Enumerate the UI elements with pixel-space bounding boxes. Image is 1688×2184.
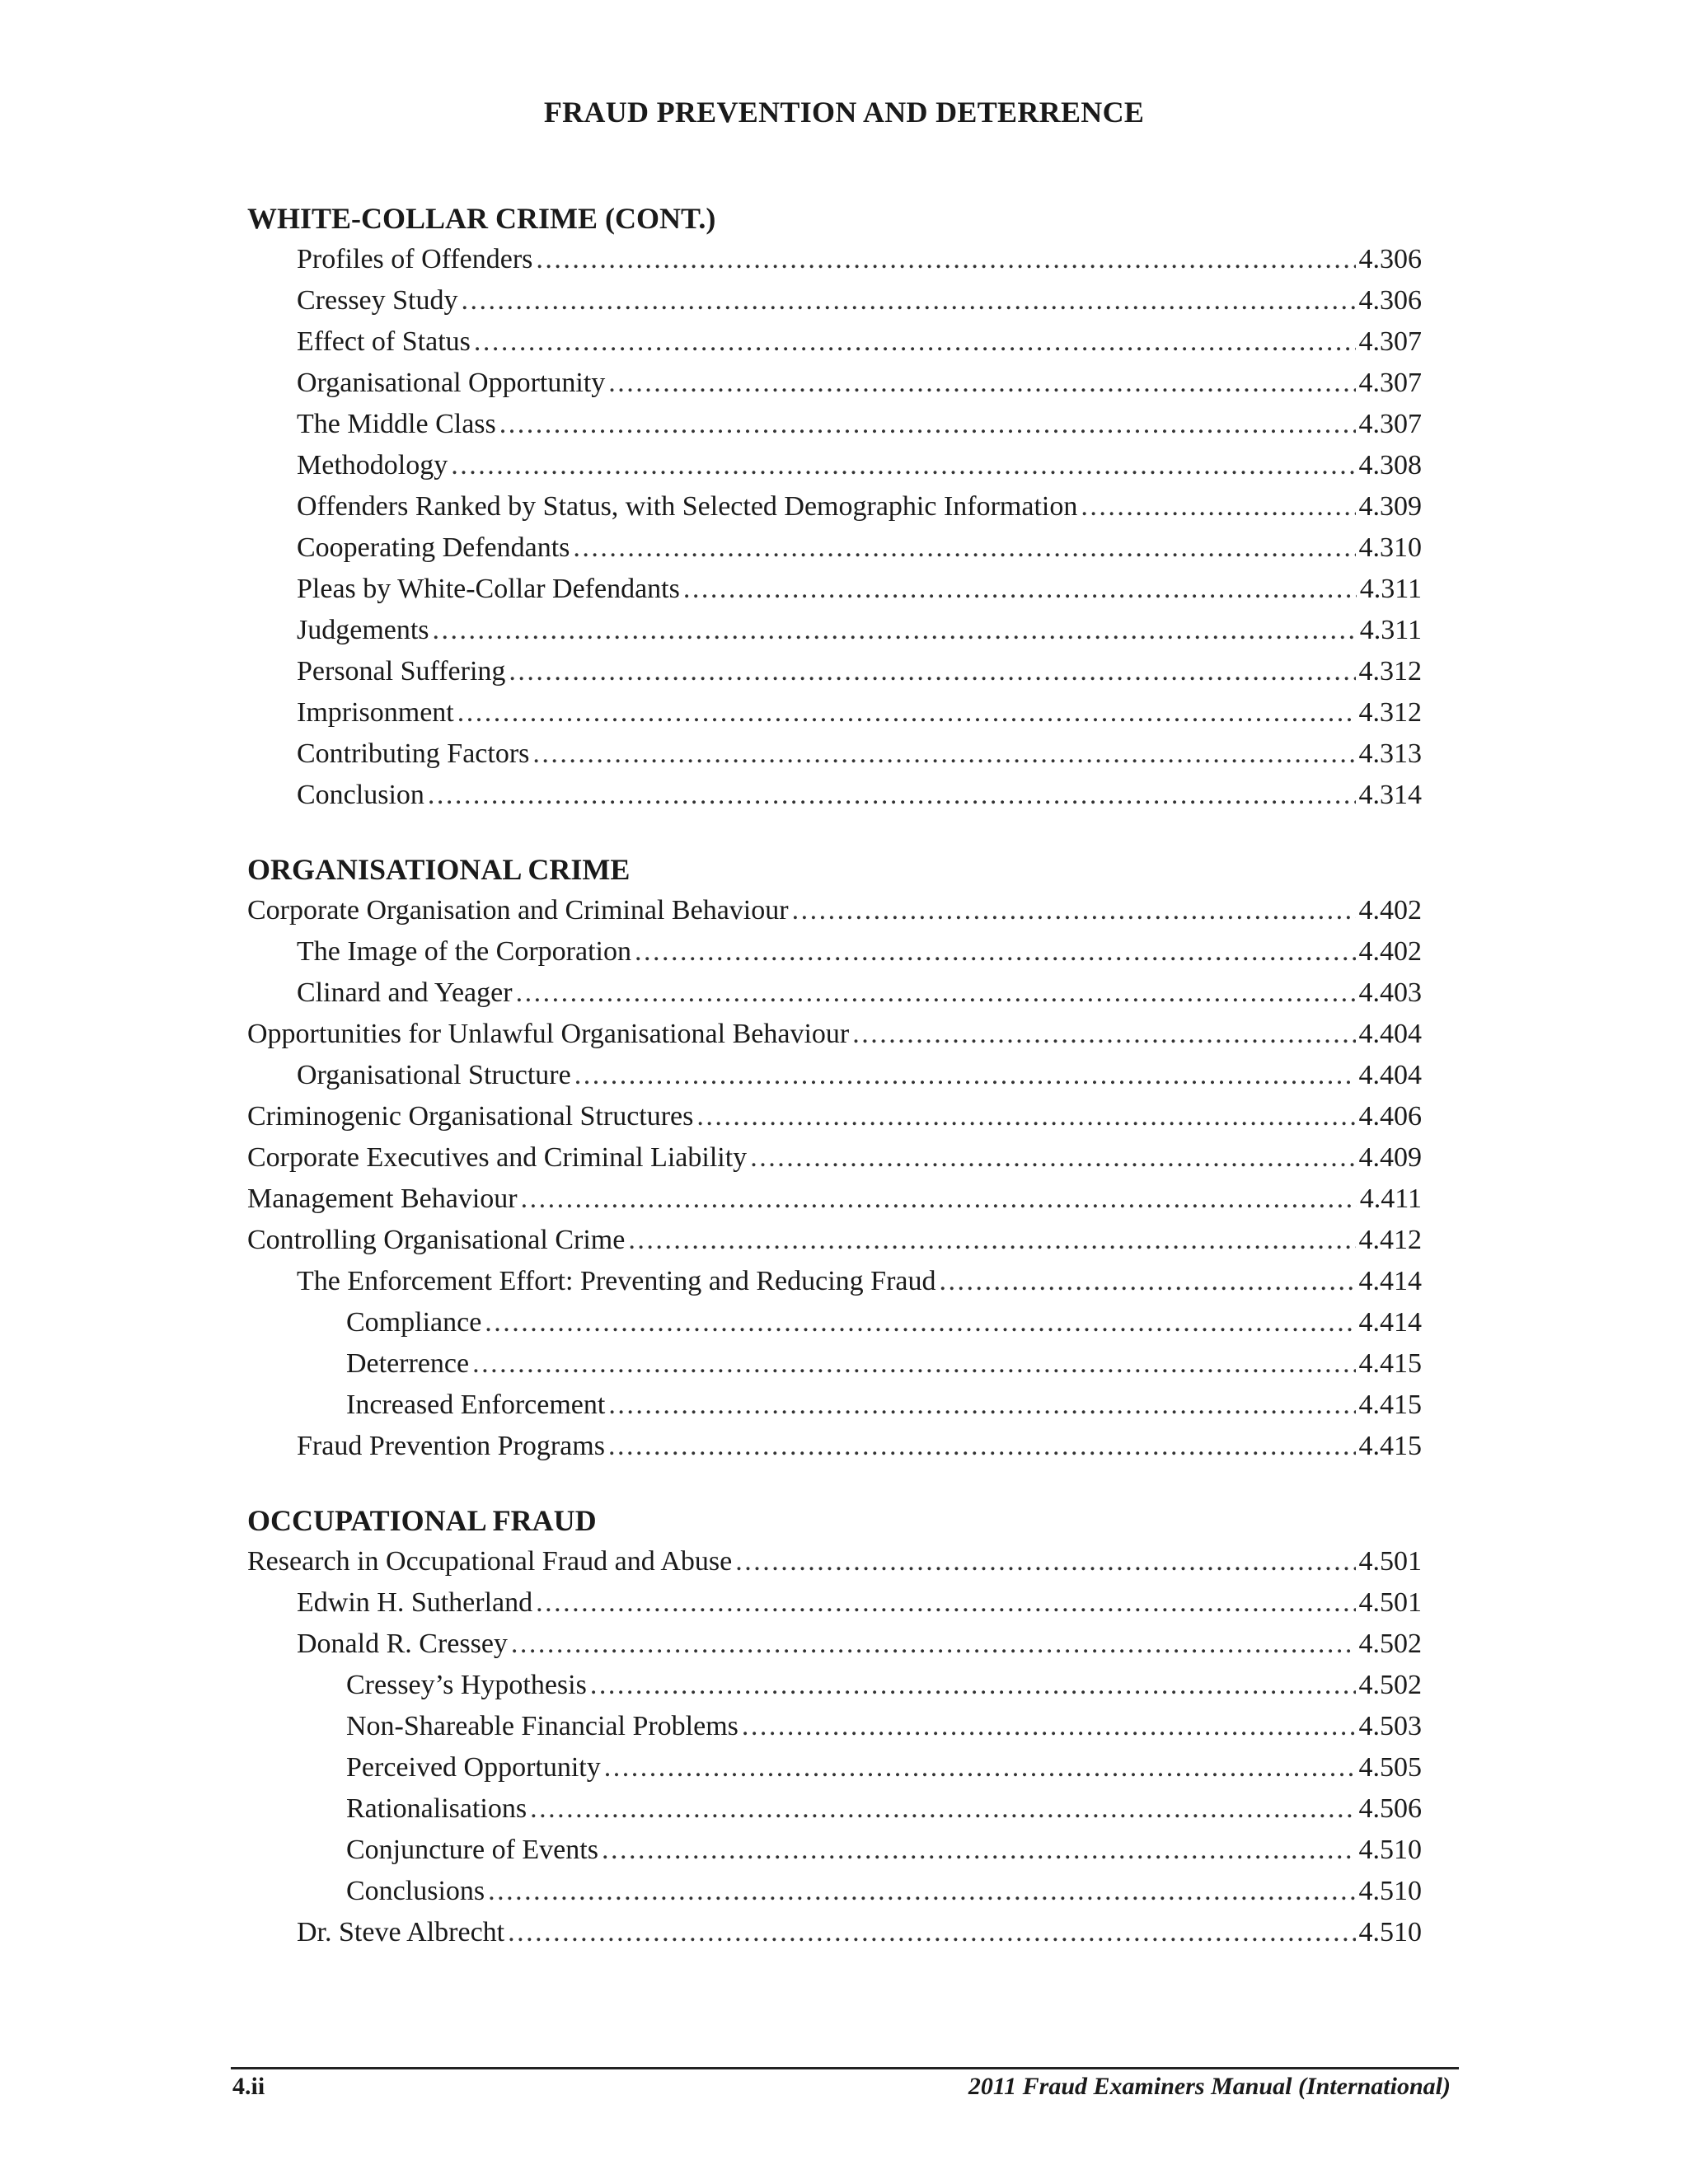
dot-leader [1081,486,1355,527]
page-title: FRAUD PREVENTION AND DETERRENCE [543,96,1145,129]
toc-entry-page: 4.414 [1358,1307,1422,1338]
toc-entry-title: Controlling Organisational Crime [247,1225,626,1255]
toc-entry-title: Deterrence [346,1348,470,1379]
toc-entry-title: Edwin H. Sutherland [297,1587,533,1618]
toc-entry-page: 4.404 [1358,1019,1422,1049]
dot-leader [451,445,1355,486]
toc-entry-page: 4.308 [1358,450,1422,480]
dot-leader [530,1788,1355,1830]
footer-publication: 2011 Fraud Examiners Manual (International) [968,2073,1451,2100]
toc-entry-page: 4.307 [1358,326,1422,357]
toc-entry-page: 4.311 [1359,615,1422,645]
dot-leader [604,1747,1356,1788]
dot-leader [735,1541,1355,1582]
toc-entry-title: Profiles of Offenders [297,244,533,274]
toc-entry-title: Dr. Steve Albrecht [297,1917,505,1947]
toc-entry-title: Personal Suffering [297,656,506,687]
toc-entry[interactable] [247,1343,1422,1385]
toc-section [247,198,1422,816]
toc-entry-page: 4.412 [1358,1225,1422,1255]
toc-entry[interactable] [247,404,1422,445]
toc-entry-title: Opportunities for Unlawful Organisational Behaviour [247,1019,850,1049]
toc-entries [247,239,1422,816]
toc-entry[interactable] [247,1302,1422,1343]
toc-entry-title: Cooperating Defendants [297,532,570,563]
dot-leader [474,321,1356,363]
dot-leader [852,1014,1355,1055]
dot-leader [696,1096,1355,1137]
toc-entry-page: 4.311 [1359,574,1422,604]
toc-entry[interactable] [247,1871,1422,1912]
dot-leader [499,404,1356,445]
toc-entry[interactable] [247,1385,1422,1426]
dot-leader [536,1582,1355,1624]
toc-entry-title: Effect of Status [297,326,471,357]
toc-entry[interactable] [247,569,1422,610]
toc-entry-page: 4.510 [1358,1876,1422,1906]
toc-entry[interactable] [247,1426,1422,1467]
toc-entry-page: 4.403 [1358,977,1422,1008]
toc-entry-page: 4.503 [1358,1711,1422,1741]
toc-entry-title: Imprisonment [297,697,454,728]
toc-entry[interactable] [247,1261,1422,1302]
toc-entry[interactable] [247,1624,1422,1665]
toc-entry-title: Conclusion [297,780,424,810]
toc-entry-title: Management Behaviour [247,1183,518,1214]
dot-leader [608,363,1355,404]
toc-entry[interactable] [247,486,1422,527]
toc-entry-title: The Enforcement Effort: Preventing and Reducing Fraud [297,1266,936,1296]
dot-leader [428,775,1356,816]
toc-entry-title: Increased Enforcement [346,1390,606,1420]
toc-entry[interactable] [247,972,1422,1014]
dot-leader [939,1261,1355,1302]
toc-entry[interactable] [247,1582,1422,1624]
toc-entry-title: Corporate Organisation and Criminal Behaviour [247,895,789,926]
toc-entry[interactable] [247,1055,1422,1096]
toc-entry[interactable] [247,890,1422,931]
toc-entry-title: The Middle Class [297,409,496,439]
dot-leader [462,280,1356,321]
section-heading: WHITE-COLLAR CRIME (CONT.) [247,202,716,235]
toc-entry-title: Criminogenic Organisational Structures [247,1101,694,1132]
dot-leader [516,972,1356,1014]
dot-leader [792,890,1356,931]
dot-leader [532,733,1355,775]
toc-entry-page: 4.409 [1358,1142,1422,1173]
toc-entry[interactable] [247,1096,1422,1137]
toc-entry-page: 4.306 [1358,285,1422,316]
dot-leader [433,610,1357,651]
dot-leader [485,1302,1355,1343]
toc-section [247,1500,1422,1953]
toc-entry-title: Fraud Prevention Programs [297,1431,605,1461]
toc-entry-page: 4.502 [1358,1670,1422,1700]
toc-entry[interactable] [247,775,1422,816]
dot-leader [608,1426,1356,1467]
toc-entry-page: 4.309 [1358,491,1422,522]
toc-entry-page: 4.306 [1358,244,1422,274]
toc-entry-title: Judgements [297,615,429,645]
toc-entry-title: Methodology [297,450,448,480]
toc-entry-title: Conjuncture of Events [346,1835,598,1865]
section-heading: OCCUPATIONAL FRAUD [247,1504,597,1537]
toc-entries [247,890,1422,1467]
toc-entry-title: Rationalisations [346,1793,528,1824]
dot-leader [509,651,1355,692]
dot-leader [457,692,1356,733]
toc-entry-page: 4.505 [1358,1752,1422,1783]
dot-leader [590,1665,1356,1706]
toc-entry-page: 4.313 [1358,738,1422,769]
dot-leader [574,1055,1356,1096]
toc-entry[interactable] [247,931,1422,972]
toc-entry-page: 4.314 [1358,780,1422,810]
toc-entry-page: 4.502 [1358,1629,1422,1659]
dot-leader [608,1385,1355,1426]
dot-leader [683,569,1357,610]
toc-entry-page: 4.402 [1358,936,1422,967]
toc-entry[interactable] [247,321,1422,363]
dot-leader [573,527,1355,569]
toc-entry-page: 4.307 [1358,409,1422,439]
toc-entry-page: 4.414 [1358,1266,1422,1296]
toc-entry[interactable] [247,1830,1422,1871]
toc-entry[interactable] [247,280,1422,321]
toc-entry[interactable] [247,1747,1422,1788]
dot-leader [635,931,1356,972]
toc-entry-page: 4.312 [1358,656,1422,687]
toc-entry[interactable] [247,651,1422,692]
toc-entry-page: 4.411 [1359,1183,1422,1214]
toc-entry-title: Contributing Factors [297,738,530,769]
toc-entry[interactable] [247,1014,1422,1055]
toc-entry[interactable] [247,692,1422,733]
toc-entry-title: Organisational Structure [297,1060,571,1090]
toc-entry[interactable] [247,363,1422,404]
toc-entry[interactable] [247,1912,1422,1953]
toc-entry[interactable] [247,1179,1422,1220]
toc-entry-page: 4.415 [1358,1390,1422,1420]
toc-entry-page: 4.307 [1358,368,1422,398]
toc-entry-page: 4.415 [1358,1348,1422,1379]
toc-entry[interactable] [247,239,1422,280]
toc-entry-page: 4.404 [1358,1060,1422,1090]
toc-entry-title: Donald R. Cressey [297,1629,508,1659]
toc-entry-title: Clinard and Yeager [297,977,513,1008]
toc-entry-page: 4.506 [1358,1793,1422,1824]
toc-entry-page: 4.501 [1358,1546,1422,1577]
dot-leader [628,1220,1355,1261]
toc-entry-title: Conclusions [346,1876,485,1906]
dot-leader [742,1706,1356,1747]
toc-entry-title: Pleas by White-Collar Defendants [297,574,680,604]
toc-entry-title: Non-Shareable Financial Problems [346,1711,738,1741]
toc-entry-title: Compliance [346,1307,482,1338]
section-heading: ORGANISATIONAL CRIME [247,853,631,886]
toc-entry[interactable] [247,610,1422,651]
dot-leader [521,1179,1357,1220]
toc-entry-title: Research in Occupational Fraud and Abuse [247,1546,733,1577]
dot-leader [750,1137,1355,1179]
toc-entry-page: 4.510 [1358,1835,1422,1865]
toc-section [247,849,1422,1467]
toc-entry-title: Offenders Ranked by Status, with Selected Demographic Information [297,491,1078,522]
toc-entry[interactable] [247,1137,1422,1179]
toc-entry[interactable] [247,1220,1422,1261]
toc-entry[interactable] [247,1706,1422,1747]
toc-entry-page: 4.310 [1358,532,1422,563]
toc-entry-page: 4.402 [1358,895,1422,926]
toc-entry[interactable] [247,1788,1422,1830]
toc-entry[interactable] [247,445,1422,486]
dot-leader [602,1830,1356,1871]
toc-entry-page: 4.415 [1358,1431,1422,1461]
toc-entry-page: 4.501 [1358,1587,1422,1618]
toc-entry[interactable] [247,733,1422,775]
toc-entries [247,1541,1422,1953]
footer-rule [231,2067,1459,2069]
toc-entry[interactable] [247,1665,1422,1706]
toc-entry-page: 4.510 [1358,1917,1422,1947]
toc-entry-page: 4.312 [1358,697,1422,728]
toc-entry-title: Organisational Opportunity [297,368,606,398]
dot-leader [536,239,1355,280]
toc-entry-title: Corporate Executives and Criminal Liability [247,1142,748,1173]
dot-leader [511,1624,1356,1665]
toc-entry[interactable] [247,1541,1422,1582]
toc-entry-title: The Image of the Corporation [297,936,631,967]
toc-entry-page: 4.406 [1358,1101,1422,1132]
toc-entry-title: Cressey’s Hypothesis [346,1670,587,1700]
footer-page-number: 4.ii [232,2073,265,2100]
dot-leader [508,1912,1355,1953]
dot-leader [472,1343,1355,1385]
toc-entry-title: Perceived Opportunity [346,1752,601,1783]
toc-entry-title: Cressey Study [297,285,458,316]
toc-entry[interactable] [247,527,1422,569]
dot-leader [488,1871,1355,1912]
